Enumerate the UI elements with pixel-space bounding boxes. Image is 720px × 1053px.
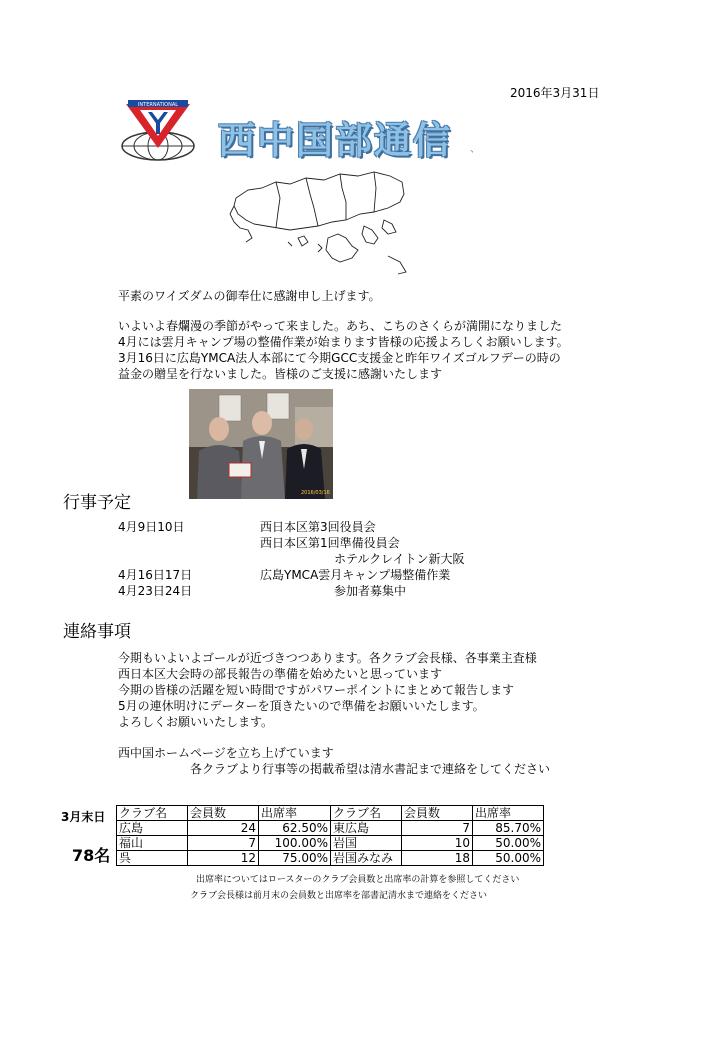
- attendance-rate: 75.00%: [259, 851, 331, 866]
- member-count: 7: [188, 836, 259, 851]
- photo-timestamp: 2016/03/16: [301, 490, 330, 496]
- contact-line: 今期もいよいよゴールが近づきつつあります。各クラブ会長様、各事業主査様: [118, 651, 537, 665]
- schedule-event: 広島YMCA雲月キャンプ場整備作業: [260, 568, 451, 582]
- table-row: [117, 836, 544, 851]
- column-header: 会員数: [402, 806, 473, 821]
- ymca-logo: [118, 98, 198, 164]
- attendance-rate: 85.70%: [473, 821, 544, 836]
- club-name: 広島: [117, 821, 188, 836]
- issue-date: 2016年3月31日: [510, 86, 600, 100]
- donation-photo: [189, 389, 333, 499]
- schedule-event: ホテルクレイトン新大阪: [334, 552, 465, 566]
- intro-line: 4月には雲月キャンプ場の整備作業が始まります皆様の応援よろしくお願いします。: [118, 335, 569, 349]
- schedule-date: 4月16日17日: [118, 568, 193, 582]
- intro-line: 益金の贈呈を行ないました。皆様のご支援に感謝いたします: [118, 367, 443, 381]
- column-header: クラブ名: [331, 806, 402, 821]
- column-header: クラブ名: [117, 806, 188, 821]
- title-mark: 、: [470, 144, 480, 155]
- member-count: 24: [188, 821, 259, 836]
- contact-line: 5月の連休明けにデーターを頂きたいので準備をお願いいたします。: [118, 699, 485, 713]
- attendance-rate: 100.00%: [259, 836, 331, 851]
- attendance-rate: 50.00%: [473, 836, 544, 851]
- contact-heading: 連絡事項: [63, 622, 131, 642]
- column-header: 出席率: [259, 806, 331, 821]
- report-footnote: クラブ会長様は前月末の会員数と出席率を部書記清水まで連絡をください: [190, 891, 488, 901]
- member-count: 18: [402, 851, 473, 866]
- homepage-notice: 西中国ホームページを立ち上げています: [118, 746, 334, 760]
- attendance-rate: 50.00%: [473, 851, 544, 866]
- schedule-date: 4月23日24日: [118, 584, 193, 598]
- club-stats-table: [116, 805, 544, 866]
- contact-line: よろしくお願いいたします。: [118, 715, 274, 729]
- column-header: 出席率: [473, 806, 544, 821]
- table-row: [117, 821, 544, 836]
- attendance-rate: 62.50%: [259, 821, 331, 836]
- intro-line: いよいよ春爛漫の季節がやって来ました。あち、こちのさくらが満開になりました: [118, 319, 563, 333]
- newsletter-title: 西中国部通信: [218, 119, 452, 162]
- chugoku-map: [228, 168, 414, 276]
- club-name: 呉: [117, 851, 188, 866]
- stats-total-members: 78名: [72, 846, 111, 865]
- club-name: 岩国: [331, 836, 402, 851]
- contact-line: 西日本区大会時の部長報告の準備を始めたいと思っています: [118, 667, 443, 681]
- club-name: 東広島: [331, 821, 402, 836]
- schedule-date: 4月9日10日: [118, 520, 185, 534]
- contact-paragraph: [118, 650, 537, 730]
- table-header-row: [117, 806, 544, 821]
- column-header: 会員数: [188, 806, 259, 821]
- schedule-event: 西日本区第1回準備役員会: [260, 536, 400, 550]
- stats-date-label: 3月末日: [61, 810, 106, 824]
- member-count: 12: [188, 851, 259, 866]
- intro-line: 3月16日に広島YMCA法人本部にて今期GCC支援金と昨年ワイズゴルフデーの時の: [118, 351, 561, 365]
- homepage-request: 各クラブより行事等の掲載希望は清水書記まで連絡をしてください: [190, 762, 551, 776]
- club-name: 福山: [117, 836, 188, 851]
- member-count: 10: [402, 836, 473, 851]
- table-row: [117, 851, 544, 866]
- schedule-heading: 行事予定: [63, 493, 131, 513]
- greeting: 平素のワイズダムの御奉仕に感謝申し上げます。: [118, 289, 381, 303]
- schedule-event: 参加者募集中: [334, 584, 407, 598]
- attendance-footnote: 出席率についてはロースターのクラブ会員数と出席率の計算を参照してください: [196, 875, 520, 885]
- member-count: 7: [402, 821, 473, 836]
- club-name: 岩国みなみ: [331, 851, 402, 866]
- intro-paragraph: [118, 318, 569, 382]
- logo-text: INTERNATIONAL: [137, 102, 179, 108]
- contact-line: 今期の皆様の活躍を短い時間ですがパワーポイントにまとめて報告します: [118, 683, 515, 697]
- schedule-event: 西日本区第3回役員会: [260, 520, 376, 534]
